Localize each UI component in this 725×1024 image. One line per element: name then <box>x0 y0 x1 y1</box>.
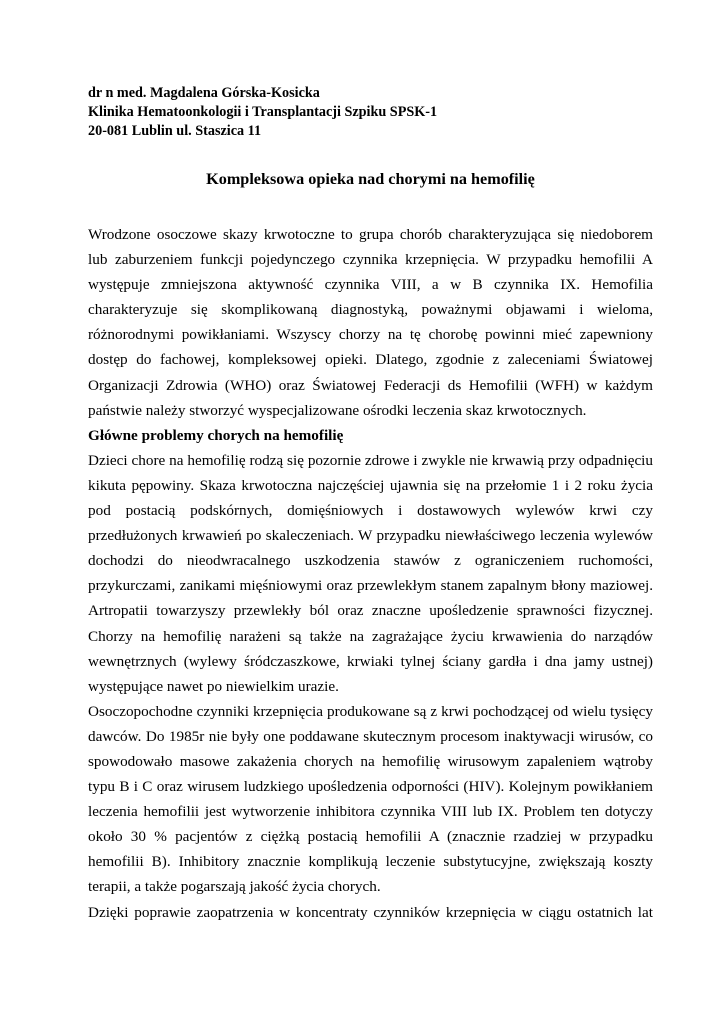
document-body <box>88 222 653 925</box>
paragraph-intro: Wrodzone osoczowe skazy krwotoczne to grupa chorób charakteryzująca się niedoborem lub zaburzeniem funkcji pojedynczego czynnika krzepnięcia. W przypadku hemofilii A występuje zmniejszona aktywność czynnika VIII, a w B czynnika IX. Hemofilia charakteryzuje się skomplikowaną diagnostyką, poważnymi objawami i wieloma, różnorodnymi powikłaniami. Wszyscy chorzy na tę chorobę powinni mieć zapewniony dostęp do fachowej, kompleksowej opieki. Dlatego, zgodnie z zaleceniami Światowej Organizacji Zdrowia (WHO) oraz Światowej Federacji ds Hemofilii (WFH) w każdym państwie należy stworzyć wyspecjalizowane ośrodki leczenia skaz krwotocznych. <box>88 226 653 419</box>
document-title: Kompleksowa opieka nad chorymi na hemofilię <box>206 170 535 188</box>
author-header <box>88 84 653 141</box>
paragraph-closing: Dzięki poprawie zaopatrzenia w koncentraty czynników krzepnięcia w ciągu ostatnich lat <box>88 903 653 921</box>
institution-address: 20-081 Lublin ul. Staszica 11 <box>88 123 262 139</box>
paragraph-problems: Dzieci chore na hemofilię rodzą się pozornie zdrowe i zwykle nie krwawią przy odpadnięciu kikuta pępowiny. Skaza krwotoczna najczęściej ujawnia się na przełomie 1 i 2 roku życia pod postacią podskórnych, domięśniowych i dostawowych wylewów krwi czy przedłużonych krwawień po skaleczeniach. W przypadku niewłaściwego leczenia wylewów dochodzi do nieodwracalnego uszkodzenia stawów z ograniczeniem ruchomości, przykurczami, zanikami mięśniowymi oraz przewlekłym stanem zapalnym błony maziowej. Artropatii towarzyszy przewlekły ból oraz znaczne upośledzenie sprawności fizycznej. Chorzy na hemofilię narażeni są także na zagrażające życiu krwawienia do narządów wewnętrznych (wylewy śródczaszkowe, krwiaki tylnej ściany gardła i dna jamy ustnej) występujące nawet po niewielkim urazie. <box>88 451 653 695</box>
institution-name: Klinika Hematoonkologii i Transplantacji Szpiku SPSK-1 <box>88 104 438 120</box>
paragraph-plasma-factors: Osoczopochodne czynniki krzepnięcia produkowane są z krwi pochodzącej od wielu tysięcy dawców. Do 1985r nie były one poddawane skutecznym procesom inaktywacji wirusów, co spowodowało masowe zakażenia chorych na hemofilię wirusowym zapaleniem wątroby typu B i C oraz wirusem ludzkiego upośledzenia odporności (HIV). Kolejnym powikłaniem leczenia hemofilii jest wytworzenie inhibitora czynnika VIII lub IX. Problem ten dotyczy około 30 % pacjentów z ciężką postacią hemofilii A (znacznie rzadziej w przypadku hemofilii B). Inhibitory znacznie komplikują leczenie substytucyjne, zwiększają koszty terapii, a także pogarszają jakość życia chorych. <box>88 702 653 896</box>
section-heading-problems: Główne problemy chorych na hemofilię <box>88 426 344 444</box>
author-name: dr n med. Magdalena Górska-Kosicka <box>88 85 320 101</box>
document-page <box>88 84 653 925</box>
